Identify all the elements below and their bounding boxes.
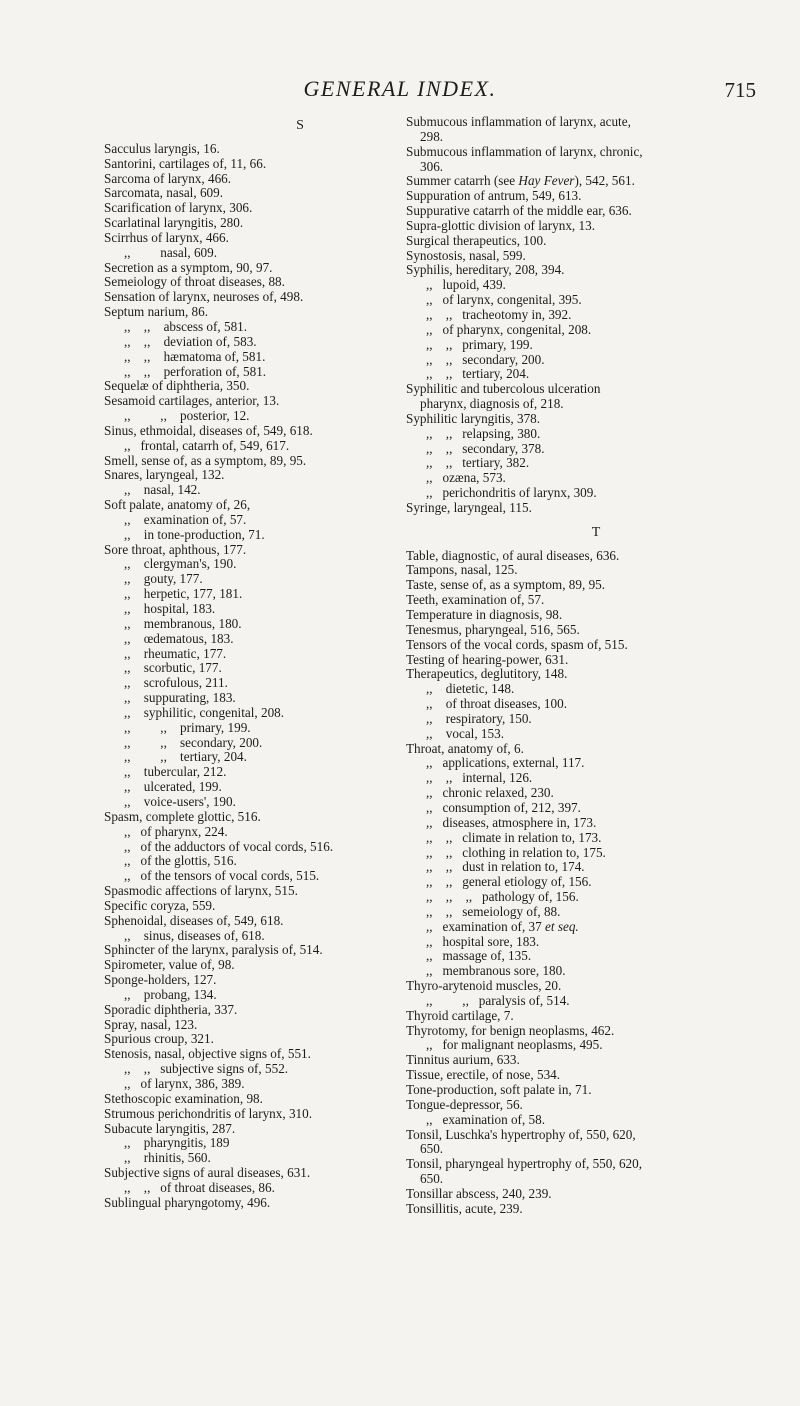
index-entry: ,, tubercular, 212. (124, 764, 227, 780)
index-entry: ,, œdematous, 183. (124, 630, 234, 646)
index-entry: Spirometer, value of, 98. (104, 957, 235, 973)
index-entry: pharynx, diagnosis of, 218. (420, 396, 564, 412)
index-entry: Thyroid cartilage, 7. (406, 1007, 514, 1023)
index-entry: ,, scrofulous, 211. (124, 675, 228, 691)
index-entry: ,, applications, external, 117. (426, 755, 585, 771)
index-entry: ,, ,, abscess of, 581. (124, 318, 248, 334)
index-entry: ,, consumption of, 212, 397. (426, 799, 581, 815)
index-entry: ,, diseases, atmosphere in, 173. (426, 814, 597, 830)
index-entry: Syphilis, hereditary, 208, 394. (406, 262, 565, 278)
index-entry: ,, scorbutic, 177. (124, 660, 222, 676)
index-entry: 298. (420, 128, 444, 144)
index-entry: Sequelæ of diphtheria, 350. (104, 378, 250, 394)
index-entry: Sphincter of the larynx, paralysis of, 514. (104, 942, 323, 958)
index-entry: ,, respiratory, 150. (426, 710, 532, 726)
index-entry: ,, examination of, 37 et seq. (426, 918, 579, 934)
index-entry: ,, ozæna, 573. (426, 470, 506, 486)
index-entry: Secretion as a symptom, 90, 97. (104, 259, 273, 275)
index-entry: ,, sinus, diseases of, 618. (124, 927, 265, 943)
index-entry: Suppurative catarrh of the middle ear, 636. (406, 203, 632, 219)
index-entry: Spasm, complete glottic, 516. (104, 808, 261, 824)
index-column-right (406, 115, 786, 1217)
index-entry: Submucous inflammation of larynx, acute, (406, 114, 631, 129)
index-entry: ,, suppurating, 183. (124, 690, 236, 706)
index-entry: Taste, sense of, as a symptom, 89, 95. (406, 577, 606, 593)
index-entry: Sacculus laryngis, 16. (104, 140, 220, 156)
index-entry: ,, dietetic, 148. (426, 681, 515, 697)
index-entry: ,, perichondritis of larynx, 309. (426, 485, 597, 501)
index-entry: ,, hospital, 183. (124, 601, 216, 616)
index-entry: ,, ,, internal, 126. (426, 770, 533, 786)
index-entry: Santorini, cartilages of, 11, 66. (104, 155, 267, 171)
index-entry: ,, of the adductors of vocal cords, 516. (124, 838, 334, 854)
section-letter: S (296, 118, 304, 133)
index-entry: ,, ,, tertiary, 204. (124, 749, 247, 765)
index-entry: ,, ,, posterior, 12. (124, 408, 250, 424)
index-entry: ,, of the glottis, 516. (124, 853, 237, 869)
index-entry: Sarcoma of larynx, 466. (104, 170, 232, 186)
index-entry: ,, ,, subjective signs of, 552. (124, 1061, 289, 1077)
index-entry: Soft palate, anatomy of, 26, (104, 497, 251, 513)
index-entry: ,, ,, tracheotomy in, 392. (426, 306, 572, 322)
index-entry: Scirrhus of larynx, 466. (104, 229, 229, 245)
index-entry: ,, ,, secondary, 378. (426, 440, 545, 456)
index-entry: Sensation of larynx, neuroses of, 498. (104, 289, 304, 305)
index-entry: Spurious croup, 321. (104, 1031, 214, 1047)
index-entry: Specific coryza, 559. (104, 897, 216, 913)
page-number: 715 (724, 78, 756, 102)
index-entry: Syringe, laryngeal, 115. (406, 499, 532, 515)
index-entry: Tonsil, Luschka's hypertrophy of, 550, 620, (406, 1126, 636, 1142)
index-entry: Subacute laryngitis, 287. (104, 1120, 236, 1136)
index-entry: ,, rheumatic, 177. (124, 645, 227, 661)
index-entry: ,, ,, relapsing, 380. (426, 425, 541, 441)
index-entry: ,, membranous, 180. (124, 615, 242, 631)
index-entry: 650. (420, 1171, 444, 1187)
index-entry: ,, ,, primary, 199. (124, 719, 251, 735)
index-entry: Supra-glottic division of larynx, 13. (406, 217, 595, 233)
index-entry: ,, chronic relaxed, 230. (426, 785, 554, 801)
index-entry: ,, of pharynx, 224. (124, 823, 228, 839)
section-letter: T (591, 524, 601, 540)
index-entry: Tenesmus, pharyngeal, 516, 565. (406, 621, 580, 637)
index-entry: ,, nasal, 142. (124, 482, 201, 498)
page-title: GENERAL INDEX. (303, 76, 497, 101)
index-entry: Sporadic diphtheria, 337. (104, 1001, 238, 1017)
index-entry: ,, herpetic, 177, 181. (124, 586, 243, 602)
index-entry: ,, ,, of throat diseases, 86. (124, 1179, 275, 1195)
index-entry: Sinus, ethmoidal, diseases of, 549, 618. (104, 422, 313, 438)
index-entry: ,, ulcerated, 199. (124, 779, 222, 795)
index-entry: ,, in tone-production, 71. (124, 526, 265, 542)
index-entry: Tissue, erectile, of nose, 534. (406, 1067, 561, 1083)
index-entry: Teeth, examination of, 57. (406, 592, 545, 608)
index-entry: ,, ,, climate in relation to, 173. (426, 829, 602, 845)
index-entry: Stenosis, nasal, objective signs of, 551. (104, 1046, 311, 1062)
italic-term: et seq. (545, 918, 579, 934)
index-entry: ,, vocal, 153. (426, 725, 505, 741)
index-entry: ,, ,, tertiary, 382. (426, 455, 530, 471)
index-entry: ,, massage of, 135. (426, 948, 532, 964)
index-entry: Semeiology of throat diseases, 88. (104, 274, 285, 290)
index-entry: ,, examination of, 57. (124, 511, 247, 527)
index-entry: ,, hospital sore, 183. (426, 933, 540, 949)
index-entry: Tone-production, soft palate in, 71. (406, 1082, 592, 1097)
index-entry: ,, ,, semeiology of, 88. (426, 903, 561, 919)
index-entry: Syphilitic laryngitis, 378. (406, 410, 541, 426)
index-entry: ,, ,, clothing in relation to, 175. (426, 844, 606, 860)
index-entry: Therapeutics, deglutitory, 148. (406, 666, 568, 682)
index-entry: Thyro-arytenoid muscles, 20. (406, 978, 562, 994)
index-entry: Sarcomata, nasal, 609. (104, 185, 224, 201)
index-entry: Thyrotomy, for benign neoplasms, 462. (406, 1022, 615, 1038)
index-entry: Table, diagnostic, of aural diseases, 636. (406, 547, 620, 563)
index-entry: Sphenoidal, diseases of, 549, 618. (104, 912, 284, 928)
index-entry: Septum narium, 86. (104, 304, 209, 320)
index-entry: Tampons, nasal, 125. (406, 562, 518, 578)
index-entry: ,, rhinitis, 560. (124, 1150, 211, 1166)
index-entry: Subjective signs of aural diseases, 631. (104, 1165, 311, 1181)
index-entry: Tonsillar abscess, 240, 239. (406, 1185, 552, 1201)
index-entry: Surgical therapeutics, 100. (406, 232, 547, 248)
index-entry: ,, lupoid, 439. (426, 277, 506, 293)
index-entry: Sore throat, aphthous, 177. (104, 541, 247, 557)
index-entry: Spray, nasal, 123. (104, 1016, 198, 1032)
index-entry: Temperature in diagnosis, 98. (406, 607, 563, 622)
index-entry: Scarlatinal laryngitis, 280. (104, 215, 244, 231)
index-entry: ,, ,, secondary, 200. (124, 734, 263, 750)
index-entry: ,, ,, hæmatoma of, 581. (124, 348, 266, 364)
index-entry: Spasmodic affections of larynx, 515. (104, 883, 298, 899)
index-entry: ,, ,, tertiary, 204. (426, 366, 530, 382)
index-entry: Synostosis, nasal, 599. (406, 247, 526, 263)
index-entry: ,, voice-users', 190. (124, 793, 236, 809)
index-entry: ,, for malignant neoplasms, 495. (426, 1037, 603, 1053)
index-entry: ,, ,, dust in relation to, 174. (426, 859, 585, 875)
index-entry: ,, probang, 134. (124, 986, 217, 1002)
index-entry: ,, pharyngitis, 189 (124, 1135, 230, 1151)
index-entry: Stethoscopic examination, 98. (104, 1090, 263, 1106)
index-entry: ,, of larynx, 386, 389. (124, 1076, 245, 1091)
index-entry: Tongue-depressor, 56. (406, 1096, 523, 1112)
index-entry: ,, of larynx, congenital, 395. (426, 292, 582, 308)
index-entry: ,, gouty, 177. (124, 571, 203, 587)
page-header (0, 76, 800, 106)
index-entry: Scarification of larynx, 306. (104, 200, 253, 216)
index-entry: ,, nasal, 609. (124, 244, 218, 260)
index-entry: ,, syphilitic, congenital, 208. (124, 704, 285, 720)
index-entry: ,, ,, primary, 199. (426, 336, 533, 352)
index-entry: ,, clergyman's, 190. (124, 556, 237, 572)
index-entry: Tonsillitis, acute, 239. (406, 1200, 523, 1216)
index-entry: ,, ,, perforation of, 581. (124, 363, 267, 379)
index-entry: Sublingual pharyngotomy, 496. (104, 1194, 271, 1210)
index-entry: ,, membranous sore, 180. (426, 963, 566, 979)
index-entry: ,, of the tensors of vocal cords, 515. (124, 868, 320, 884)
index-entry: Strumous perichondritis of larynx, 310. (104, 1105, 313, 1121)
index-entry: ,, ,, general etiology of, 156. (426, 874, 592, 890)
index-entry: Sponge-holders, 127. (104, 972, 217, 988)
index-entry: Tinnitus aurium, 633. (406, 1052, 520, 1068)
index-entry: ,, ,, deviation of, 583. (124, 333, 257, 349)
index-entry: Tonsil, pharyngeal hypertrophy of, 550, 620, (406, 1156, 643, 1172)
index-entry: Suppuration of antrum, 549, 613. (406, 188, 582, 204)
index-entry: ,, of pharynx, congenital, 208. (426, 321, 592, 337)
index-entry: Testing of hearing-power, 631. (406, 651, 569, 667)
index-entry: Syphilitic and tubercolous ulceration (406, 381, 601, 397)
index-entry: Sesamoid cartilages, anterior, 13. (104, 393, 280, 409)
index-entry: Smell, sense of, as a symptom, 89, 95. (104, 452, 307, 468)
index-entry: Throat, anatomy of, 6. (406, 740, 524, 756)
index-entry: ,, examination of, 58. (426, 1111, 546, 1127)
index-entry: ,, frontal, catarrh of, 549, 617. (124, 437, 290, 453)
index-entry: ,, ,, secondary, 200. (426, 351, 545, 367)
index-entry: Snares, laryngeal, 132. (104, 467, 225, 483)
index-entry: ,, ,, paralysis of, 514. (426, 992, 570, 1008)
index-entry: ,, of throat diseases, 100. (426, 696, 568, 712)
italic-term: Hay Fever (518, 173, 575, 189)
index-entry: 306. (420, 158, 444, 174)
index-entry: Summer catarrh (see Hay Fever), 542, 561. (406, 173, 635, 189)
index-entry: 650. (420, 1141, 444, 1157)
index-entry: Tensors of the vocal cords, spasm of, 515. (406, 636, 628, 652)
index-entry: ,, ,, ,, pathology of, 156. (426, 889, 579, 905)
index-entry: Submucous inflammation of larynx, chronic, (406, 143, 643, 159)
